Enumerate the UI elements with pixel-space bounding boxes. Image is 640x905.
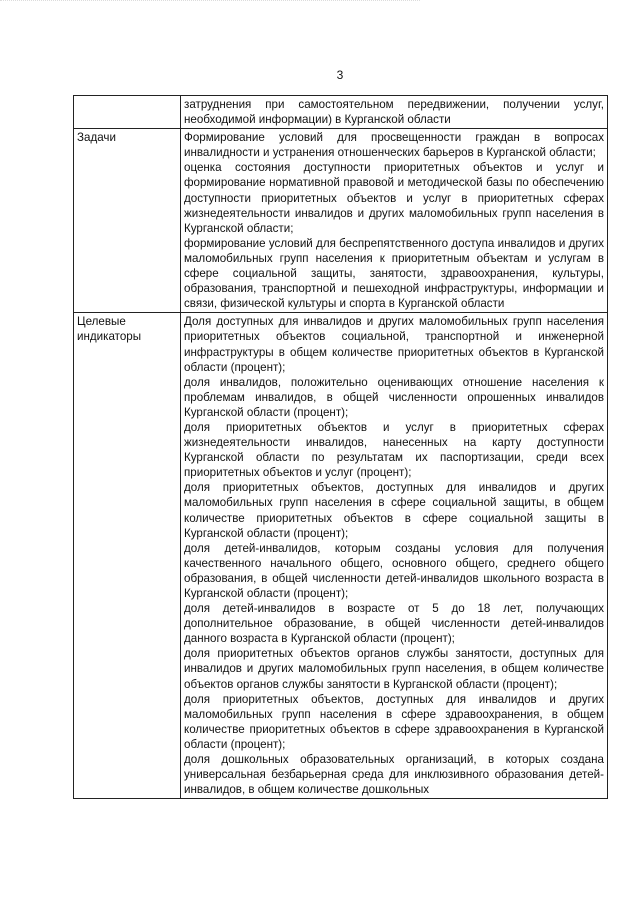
paragraph: доля дошкольных образовательных организаций, в которых создана универсальная безбарьерная среда для инклюзивного образования детей-инвалидов, в общем количестве дошкольных bbox=[184, 753, 604, 797]
paragraph: доля инвалидов, положительно оценивающих отношение населения к проблемам инвалидов, в общей численности опрошенных инвалидов Курганской области (процент); bbox=[184, 375, 604, 419]
program-passport-table bbox=[73, 95, 608, 799]
paragraph: затруднения при самостоятельном передвижении, получении услуг, необходимой информации) в Курганской области bbox=[184, 98, 604, 127]
paragraph: доля детей-инвалидов, которым созданы условия для получения качественного начального общего, основного общего, среднего общего образования, в общей численности детей-инвалидов школьного возраста в Курганской области (процент); bbox=[184, 541, 604, 600]
row-label bbox=[74, 96, 181, 129]
paragraph: формирование условий для беспрепятственного доступа инвалидов и других маломобильных групп населения к приоритетным объектам и услугам в сфере социальной защиты, занятости, здравоохранения, культуры, образования, транспортной и пешеходной инфраструктуры, информации и связи, физической культуры и спорта в Курганской области bbox=[184, 236, 604, 311]
paragraph: доля детей-инвалидов в возрасте от 5 до 18 лет, получающих дополнительное образование, в общей численности детей-инвалидов данного возраста в Курганской области (процент); bbox=[184, 602, 604, 646]
row-label: Задачи bbox=[74, 129, 181, 313]
scan-artifact bbox=[0, 0, 420, 11]
paragraph: доля приоритетных объектов, доступных для инвалидов и других маломобильных групп населения в сфере социальной защиты, в общем количестве приоритетных объектов в сфере социальной защиты в Курганской области (процент); bbox=[184, 481, 604, 540]
table-row bbox=[74, 96, 608, 129]
paragraph: оценка состояния доступности приоритетных объектов и услуг и формирование нормативной правовой и методической базы по обеспечению доступности приоритетных объектов и услуг в приоритетных сферах жизнедеятельности инвалидов и других маломобильных групп населения в Курганской области; bbox=[184, 161, 604, 235]
table-row bbox=[74, 313, 608, 799]
paragraph: доля приоритетных объектов, доступных для инвалидов и других маломобильных групп населения в сфере здравоохранения, в общем количестве приоритетных объектов в сфере здравоохранения в Курганской области (процент); bbox=[184, 692, 604, 751]
paragraph: доля приоритетных объектов и услуг в приоритетных сферах жизнедеятельности инвалидов, нанесенных на карту доступности Курганской области по результатам их паспортизации, среди всех приоритетных объектов и услуг (процент); bbox=[184, 420, 604, 480]
row-content bbox=[181, 313, 608, 799]
row-label: Целевые индикаторы bbox=[74, 313, 181, 799]
paragraph: Доля доступных для инвалидов и других маломобильных групп населения приоритетных объектов социальной, транспортной и инженерной инфраструктуры в общем количестве приоритетных объектов в Курганской области (процент); bbox=[184, 315, 604, 374]
page-number: 3 bbox=[336, 68, 344, 82]
paragraph: доля приоритетных объектов органов службы занятости, доступных для инвалидов и других маломобильных групп населения, в общем количестве объектов органов службы занятости в Курганской области (процент); bbox=[184, 647, 604, 691]
table-row bbox=[74, 129, 608, 313]
paragraph: Формирование условий для просвещенности граждан в вопросах инвалидности и устранения отношенческих барьеров в Курганской области; bbox=[184, 131, 604, 160]
row-content bbox=[181, 96, 608, 129]
row-content bbox=[181, 129, 608, 313]
